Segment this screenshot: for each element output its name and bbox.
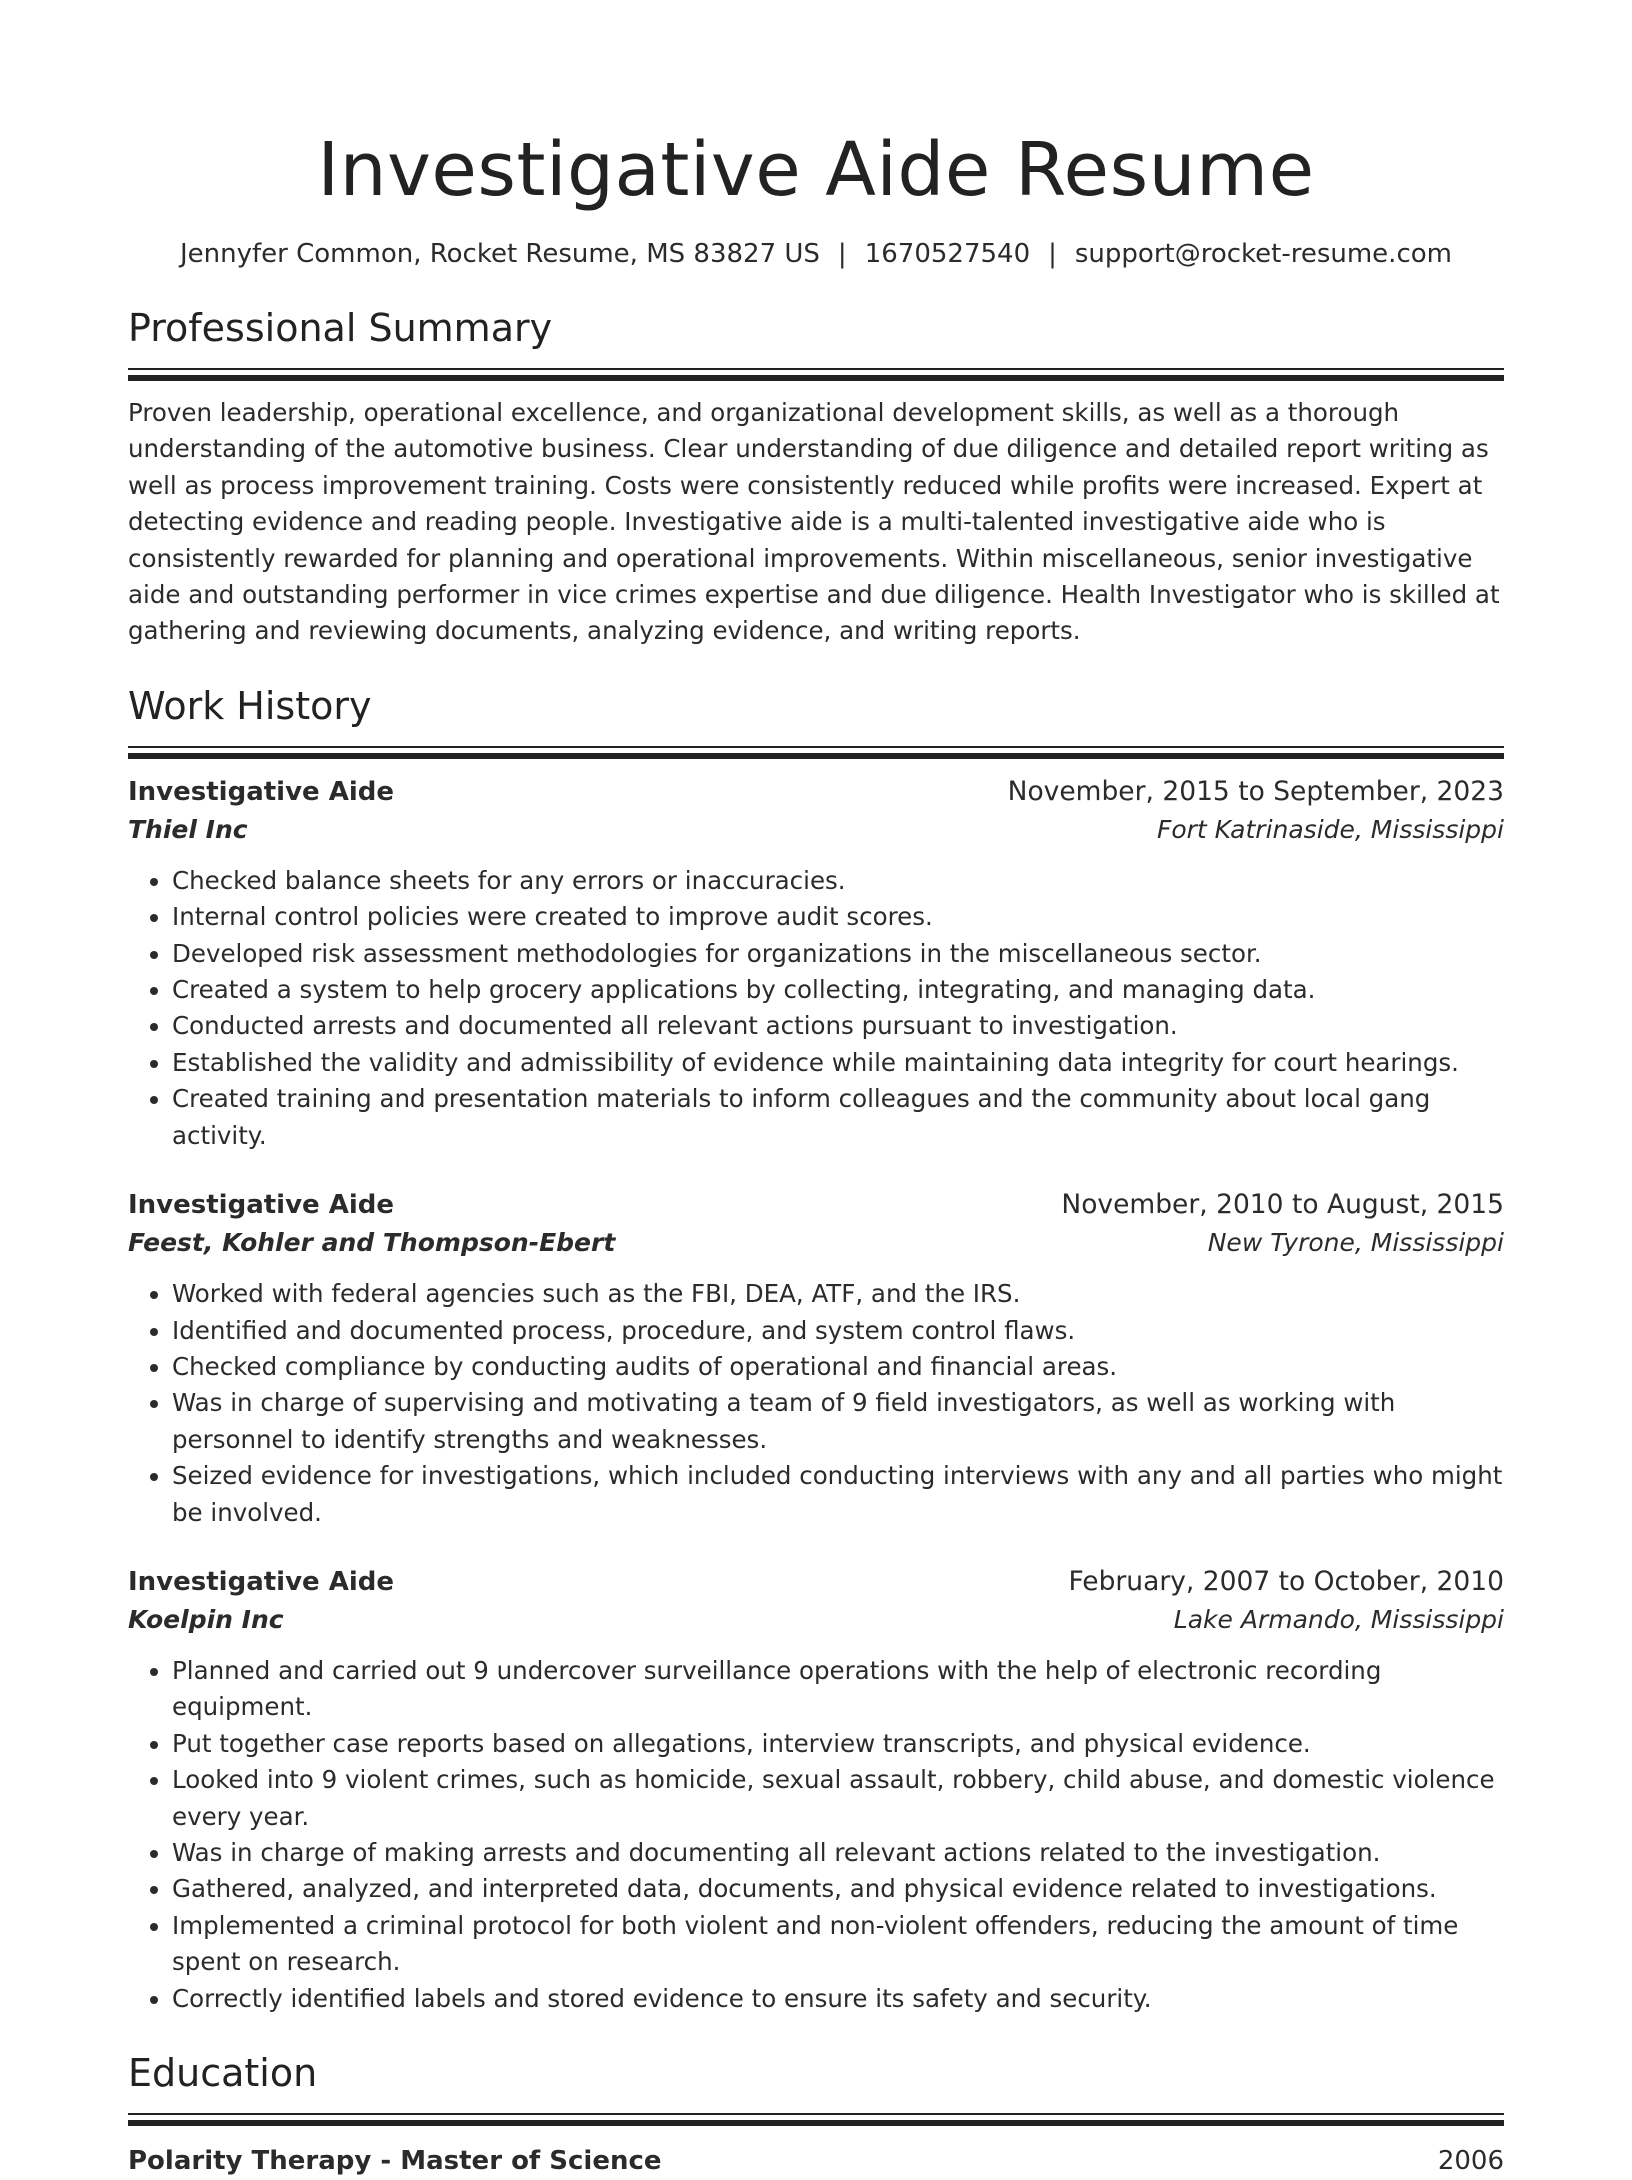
job-company: Koelpin Inc: [128, 1604, 284, 1634]
job-bullet: • Identified and documented process, procedure, and system control flaws.: [172, 1313, 1504, 1349]
contact-address: Jennyfer Common, Rocket Resume, MS 83827 US: [180, 239, 820, 269]
work-section-header: [128, 680, 1504, 759]
education-degree: Polarity Therapy - Master of Science: [128, 2146, 662, 2176]
contact-separator: |: [837, 239, 847, 269]
job-title: Investigative Aide: [128, 1190, 394, 1221]
summary-section-header: [128, 302, 1504, 381]
job-bullets: [128, 1653, 1504, 2017]
job-dates: November, 2015 to September, 2023: [1007, 775, 1504, 807]
work-heading: Work History: [128, 683, 372, 728]
job-bullets: [128, 863, 1504, 1154]
section-divider: [128, 368, 1504, 370]
section-divider-thick: [128, 753, 1504, 759]
job-bullet: • Created training and presentation materials to inform colleagues and the community about local gang activity.: [172, 1081, 1504, 1154]
summary-heading: Professional Summary: [128, 306, 553, 350]
job-location: Fort Katrinaside, Mississippi: [1156, 814, 1504, 844]
job-entry: [128, 773, 1504, 1154]
job-bullet: • Planned and carried out 9 undercover surveillance operations with the help of electronic recording equipment.: [172, 1653, 1504, 1726]
section-divider: [128, 746, 1504, 748]
job-bullet: • Looked into 9 violent crimes, such as homicide, sexual assault, robbery, child abuse, and domestic violence every year.: [172, 1762, 1504, 1835]
job-title: Investigative Aide: [128, 1566, 394, 1597]
job-bullets: [128, 1276, 1504, 1531]
resume-title: Investigative Aide Resume: [317, 127, 1315, 213]
job-bullet: • Created a system to help grocery applications by collecting, integrating, and managing data.: [172, 972, 1504, 1008]
education-section-header: [128, 2047, 1504, 2126]
job-bullet: • Established the validity and admissibility of evidence while maintaining data integrity for court hearings.: [172, 1045, 1504, 1081]
summary-text: Proven leadership, operational excellence, and organizational development skills, as well as a thorough understanding of the automotive business. Clear understanding of due diligence and detailed report writing as well as process improvement training. Costs were consistently reduced while profits were increased. Expert at detecting evidence and reading people. Investigative aide is a multi-talented investigative aide who is consistently rewarded for planning and operational improvements. Within miscellaneous, senior investigative aide and outstanding performer in vice crimes expertise and due diligence. Health Investigator who is skilled at gathering and reviewing documents, analyzing evidence, and writing reports.: [128, 398, 1500, 646]
job-bullet: • Put together case reports based on allegations, interview transcripts, and physical evidence.: [172, 1726, 1504, 1762]
section-divider-thick: [128, 2120, 1504, 2126]
job-location: Lake Armando, Mississippi: [1173, 1604, 1504, 1634]
education-year: 2006: [1437, 2146, 1504, 2176]
job-bullet: • Was in charge of supervising and motivating a team of 9 field investigators, as well as working with personnel to identify strengths and weaknesses.: [172, 1385, 1504, 1458]
job-title: Investigative Aide: [128, 776, 394, 807]
job-entry: [128, 1563, 1504, 2017]
education-heading: Education: [128, 2051, 318, 2095]
job-bullet: • Checked compliance by conducting audits of operational and financial areas.: [172, 1349, 1504, 1385]
education-entry: [128, 2142, 1504, 2180]
job-bullet: • Correctly identified labels and stored evidence to ensure its safety and security.: [172, 1981, 1504, 2017]
job-bullet: • Internal control policies were created to improve audit scores.: [172, 899, 1504, 935]
job-bullet: • Implemented a criminal protocol for both violent and non-violent offenders, reducing the amount of time spent on research.: [172, 1908, 1504, 1981]
job-location: New Tyrone, Mississippi: [1207, 1228, 1504, 1258]
section-divider: [128, 2113, 1504, 2115]
job-bullet: • Seized evidence for investigations, which included conducting interviews with any and all parties who might be involved.: [172, 1458, 1504, 1531]
job-company: Feest, Kohler and Thompson-Ebert: [128, 1228, 616, 1258]
section-divider-thick: [128, 375, 1504, 381]
job-dates: November, 2010 to August, 2015: [1061, 1189, 1504, 1221]
contact-line: [128, 236, 1504, 272]
job-bullet: • Worked with federal agencies such as the FBI, DEA, ATF, and the IRS.: [172, 1276, 1504, 1312]
contact-email[interactable]: support@rocket-resume.com: [1074, 239, 1452, 269]
job-bullet: • Checked balance sheets for any errors or inaccuracies.: [172, 863, 1504, 899]
job-bullet: • Conducted arrests and documented all relevant actions pursuant to investigation.: [172, 1008, 1504, 1044]
contact-phone: 1670527540: [864, 239, 1031, 269]
job-entry: [128, 1186, 1504, 1531]
job-dates: February, 2007 to October, 2010: [1068, 1565, 1504, 1597]
contact-separator: |: [1048, 239, 1057, 269]
job-bullet: • Was in charge of making arrests and documenting all relevant actions related to the investigation.: [172, 1835, 1504, 1871]
job-bullet: • Gathered, analyzed, and interpreted data, documents, and physical evidence related to investigations.: [172, 1871, 1504, 1907]
job-company: Thiel Inc: [128, 814, 248, 844]
job-bullet: • Developed risk assessment methodologies for organizations in the miscellaneous sector.: [172, 936, 1504, 972]
